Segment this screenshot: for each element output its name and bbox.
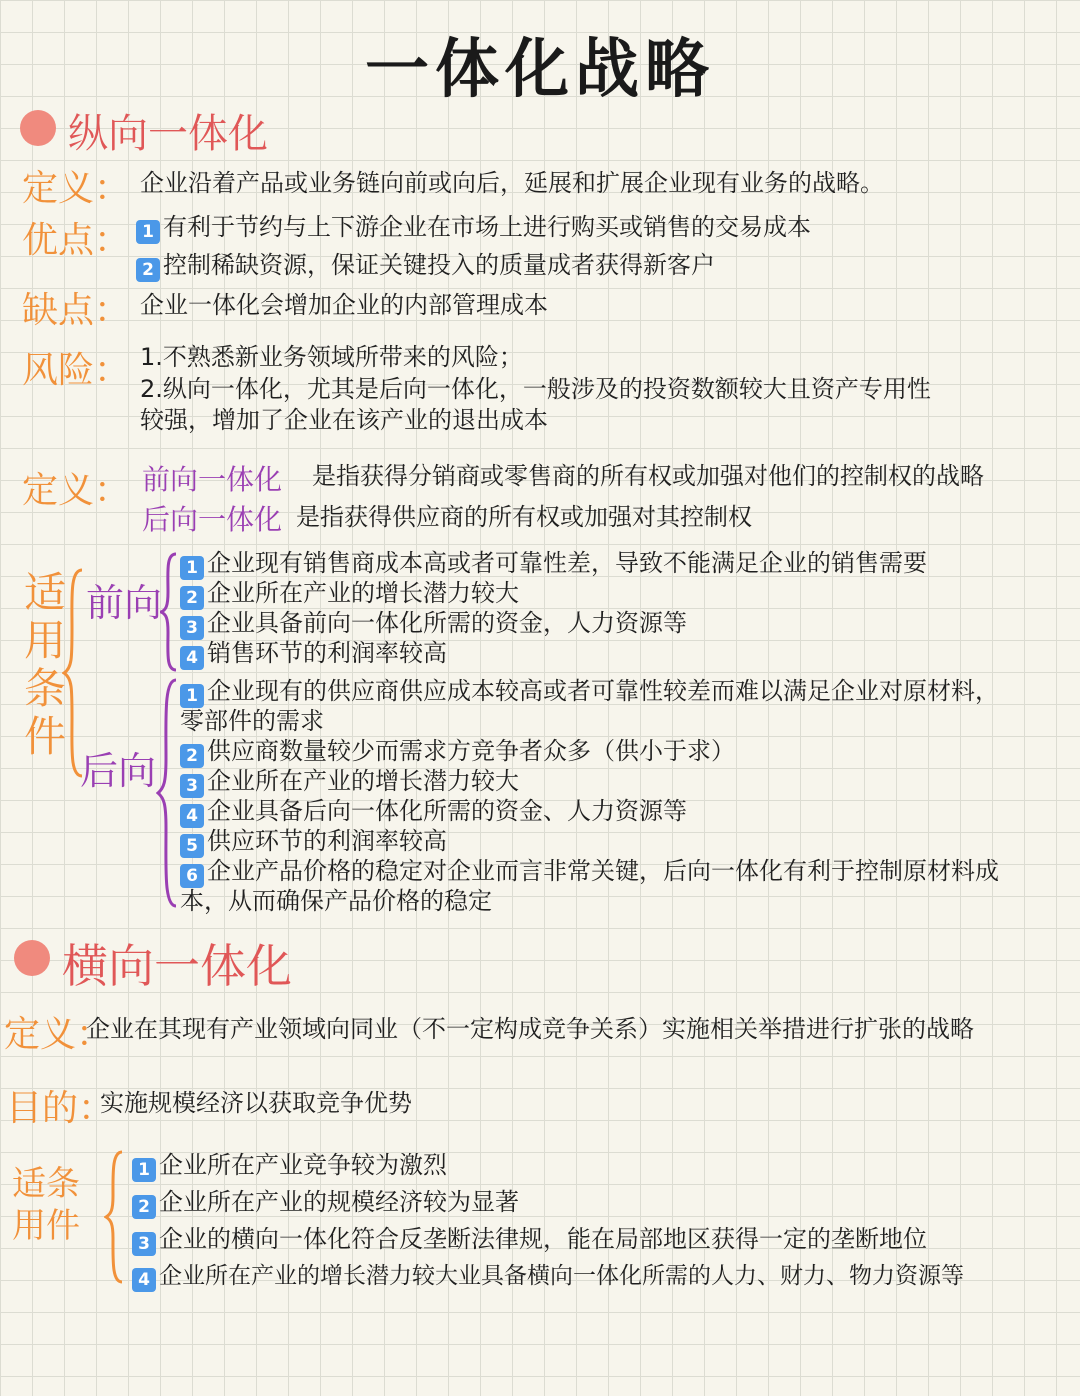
goal-text: 实施规模经济以获取竞争优势 [100,1089,412,1117]
forward-condition-item: 1 企业现有销售商成本高或者可靠性差，导致不能满足企业的销售需要 [180,548,927,580]
section-bullet-dot [14,940,50,976]
backward-condition-item: 5 供应环节的利润率较高 [180,826,447,858]
advantages-label: 优点： [22,220,131,261]
page-title: 一体化战略 [365,32,715,107]
risk-line: 1.不熟悉新业务领域所带来的风险； [140,343,523,371]
horizontal-condition-item: 3 企业的横向一体化符合反垄断法律规，能在局部地区获得一定的垄断地位 [132,1224,927,1256]
number-badge-icon: 3 [180,774,204,798]
disadvantage-text: 企业一体化会增加企业的内部管理成本 [140,291,548,319]
risk-line: 2.纵向一体化，尤其是后向一体化，一般涉及的投资数额较大且资产专用性 [140,375,931,403]
number-badge-icon: 1 [180,556,204,580]
horizontal-definition-label: 定义： [4,1014,113,1055]
forward-condition-item: 3 企业具备前向一体化所需的资金，人力资源等 [180,608,687,640]
number-badge-icon: 4 [180,646,204,670]
number-badge-icon: 2 [136,258,160,282]
risks-label: 风险： [22,350,131,391]
backward-condition-item-continued: 零部件的需求 [180,707,324,735]
horizontal-definition-text: 企业在其现有产业领域向同业（不一定构成竞争关系）实施相关举措进行扩张的战略 [86,1015,974,1043]
advantage-item: 2 控制稀缺资源，保证关键投入的质量成者获得新客户 [136,250,715,282]
forward-integration-text: 是指获得分销商或零售商的所有权或加强对他们的控制权的战略 [312,462,984,490]
backward-integration-term: 后向一体化 [142,503,283,536]
number-badge-icon: 4 [180,804,204,828]
backward-condition-item: 1 企业现有的供应商供应成本较高或者可靠性较差而难以满足企业对原材料， [180,676,999,708]
advantage-item: 1 有利于节约与上下游企业在市场上进行购买或销售的交易成本 [136,212,811,244]
left-brace-icon [156,678,180,908]
number-badge-icon: 3 [180,616,204,640]
backward-condition-item-continued: 本，从而确保产品价格的稳定 [180,887,492,915]
forward-condition-item: 2 企业所在产业的增长潜力较大 [180,578,519,610]
number-badge-icon: 4 [132,1268,156,1292]
number-badge-icon: 3 [132,1232,156,1256]
left-brace-icon [160,552,180,672]
backward-condition-item: 4 企业具备后向一体化所需的资金、人力资源等 [180,796,687,828]
backward-condition-item: 3 企业所在产业的增长潜力较大 [180,766,519,798]
backward-condition-item: 2 供应商数量较少而需求方竞争者众多（供小于求） [180,736,735,768]
backward-conditions-label: 后向 [80,749,157,793]
number-badge-icon: 1 [136,220,160,244]
number-badge-icon: 2 [132,1195,156,1219]
forward-integration-term: 前向一体化 [142,463,283,496]
number-badge-icon: 2 [180,744,204,768]
horizontal-condition-item: 4 企业所在产业的增长潜力较大业具备横向一体化所需的人力、财力、物力资源等 [132,1261,964,1292]
risk-line: 较强，增加了企业在该产业的退出成本 [140,406,548,434]
conditions-label: 适用条件 [18,570,67,762]
backward-condition-item: 6 企业产品价格的稳定对企业而言非常关键，后向一体化有利于控制原材料成 [180,856,999,888]
horizontal-condition-item: 2 企业所在产业的规模经济较为显著 [132,1187,519,1219]
horizontal-conditions-label-line1: 适条 [12,1164,80,1204]
number-badge-icon: 2 [180,586,204,610]
section-heading-horizontal: 横向一体化 [62,939,292,993]
section-bullet-dot [20,110,56,146]
horizontal-condition-item: 1 企业所在产业竞争较为激烈 [132,1150,447,1182]
forward-condition-item: 4 销售环节的利润率较高 [180,638,447,670]
left-brace-icon [104,1150,126,1284]
section-heading-vertical: 纵向一体化 [68,111,268,157]
number-badge-icon: 5 [180,834,204,858]
goal-label: 目的： [6,1088,115,1129]
forward-conditions-label: 前向 [86,581,163,625]
number-badge-icon: 1 [180,684,204,708]
definition2-label: 定义： [22,470,131,511]
disadvantage-label: 缺点： [22,290,131,331]
backward-integration-text: 是指获得供应商的所有权或加强对其控制权 [296,503,752,531]
number-badge-icon: 6 [180,864,204,888]
definition-text: 企业沿着产品或业务链向前或向后，延展和扩展企业现有业务的战略。 [140,169,884,197]
definition-label: 定义： [22,168,131,209]
horizontal-conditions-label-line2: 用件 [12,1206,80,1246]
number-badge-icon: 1 [132,1158,156,1182]
